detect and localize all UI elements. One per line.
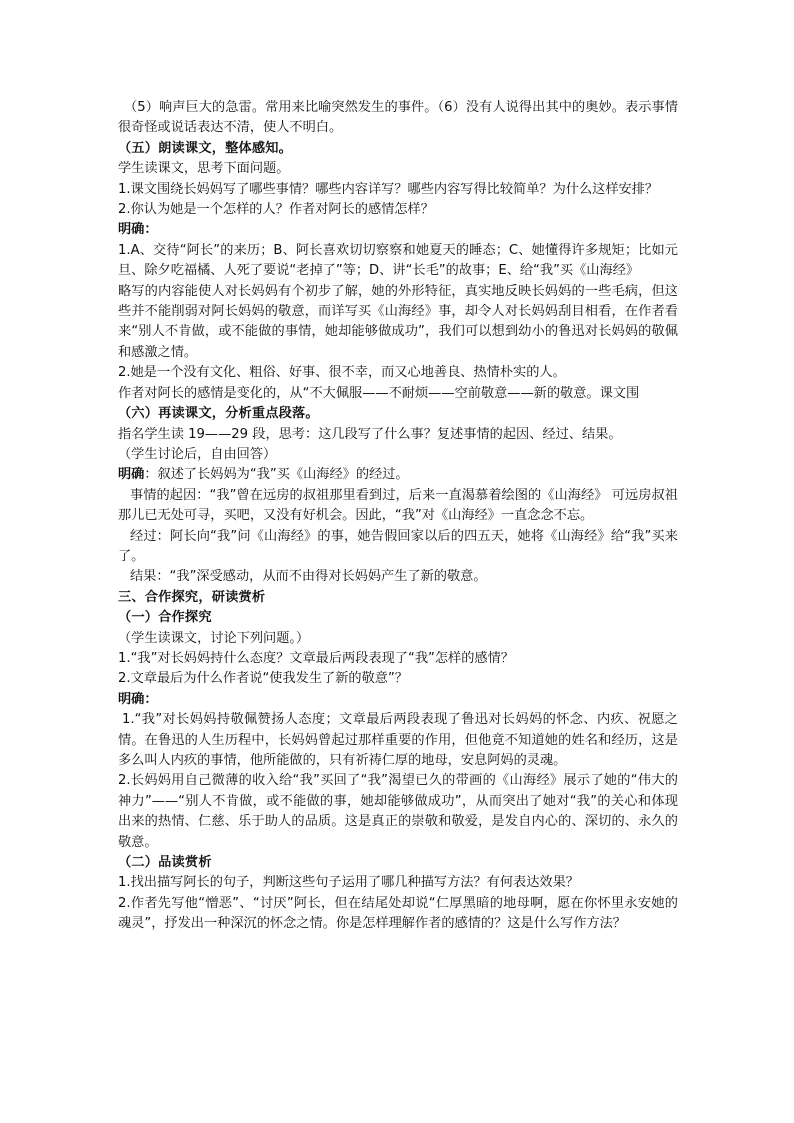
question-writing-method: 2.作者先写他“憎恶”、“讨厌”阿长，但在结尾处却说“仁厚黑暗的地母啊，愿在你怀里永安她的魂灵”，抒发出一种深沉的怀念之情。你是怎样理解作者的感情的？这是什么写作方法？: [118, 895, 678, 932]
answer-feelings: 作者对阿长的感情是变化的，从“不大佩服——不耐烦——空前敬意——新的敬意。课文围: [118, 385, 640, 401]
paragraph-discussion: （学生讨论后，自由回答）: [118, 446, 277, 462]
heading-section-five: （五）朗读课文，整体感知。: [118, 140, 293, 156]
question-description: 1.找出描写阿长的句子，判断这些句子运用了哪几种描写方法？有何表达效果？: [118, 875, 579, 891]
paragraph-result: 结果：“我”深受感动，从而不由得对长妈妈产生了新的敬意。: [130, 569, 487, 585]
question-respect: 2.文章最后为什么作者说“使我发生了新的敬意”？: [118, 671, 408, 687]
heading-part-three: 三、合作探究，研读赏析: [118, 589, 266, 605]
paragraph-process: 经过：阿长向“我”问《山海经》的事，她告假回家以后的四五天，她将《山海经》给“我”买来了。: [118, 528, 678, 564]
question-2: 2.你认为她是一个怎样的人？作者对阿长的感情怎样？: [118, 202, 434, 218]
heading-appreciation: （二）品读赏析: [118, 855, 212, 871]
paragraph-cause: 事情的起因：“我”曾在远房的叔祖那里看到过，后来一直渴慕着绘图的《山海经》 可远房叔祖那儿已无处可寻，买吧，又没有好机会。因此，“我”对《山海经》一直念念不忘。: [118, 487, 678, 524]
document-page: [118, 98, 678, 935]
heading-cooperation: （一）合作探究: [118, 610, 212, 626]
answer-label: 明确：: [118, 691, 158, 707]
paragraph-instruction: 学生读课文，思考下面问题。: [118, 161, 290, 177]
answer-1: 1.A、交待“阿长”的来历；B、阿长喜欢切切察察和她夏天的睡态；C、她懂得许多规矩；比如元旦、除夕吃福橘、人死了要说“老掉了”等；D、讲“长毛”的故事；E、给“我”买《山海经》: [118, 242, 678, 279]
paragraph-discussion-2: （学生读课文，讨论下列问题。）: [118, 630, 310, 646]
question-attitude: 1.“我”对长妈妈持什么态度？文章最后两段表现了“我”怎样的感情？: [118, 650, 514, 666]
answer-label: 明确: [118, 467, 145, 483]
question-1: 1.课文围绕长妈妈写了哪些事情？哪些内容详写？哪些内容写得比较简单？为什么这样安排？: [118, 181, 659, 197]
answer-respect: 2.长妈妈用自己微薄的收入给“我”买回了“我”渴望已久的带画的《山海经》展示了她的“伟大的神力”——“别人不肯做，或不能做的事，她却能够做成功”，从而突出了她对“我”的关心和体现出来的热情、仁慈、乐于助人的品质。这是真正的崇敬和敬爱，是发自内心的、深切的、永久的敬意。: [118, 773, 678, 850]
answer-label: 明确：: [118, 222, 158, 238]
answer-2: 2.她是一个没有文化、粗俗、好事、很不幸，而又心地善良、热情朴实的人。: [118, 365, 566, 381]
paragraph-meanings: （5）响声巨大的急雷。常用来比喻突然发生的事件。（6）没有人说得出其中的奥妙。表示事情很奇怪或说话表达不清，使人不明白。: [118, 100, 678, 136]
answer-summary: [118, 465, 678, 485]
heading-section-six: （六）再读课文，分析重点段落。: [118, 406, 319, 422]
answer-summary-text: ：叙述了长妈妈为“我”买《山海经》的经过。: [144, 467, 409, 483]
paragraph-reading-task: 指名学生读 19——29 段，思考：这几段写了什么事？复述事情的起因、经过、结果。: [118, 426, 622, 442]
answer-attitude: 1.“我”对长妈妈持敬佩赞扬人态度；文章最后两段表现了鲁迅对长妈妈的怀念、内疚、祝愿之情。在鲁迅的人生历程中，长妈妈曾起过那样重要的作用，但他竟不知道她的姓名和经历，这是多么叫人内疚的事情，他所能做的，只有祈祷仁厚的地母，安息阿妈的灵魂。: [118, 712, 678, 768]
answer-paragraph: 略写的内容能使人对长妈妈有个初步了解，她的外形特征，真实地反映长妈妈的一些毛病，但这些并不能削弱对阿长妈妈的敬意，而详写买《山海经》事，却令人对长妈妈刮目相看，在作者看来“别人不肯做，或不能做的事情，她却能够做成功”，我们可以想到幼小的鲁迅对长妈妈的敬佩和感激之情。: [118, 283, 678, 360]
